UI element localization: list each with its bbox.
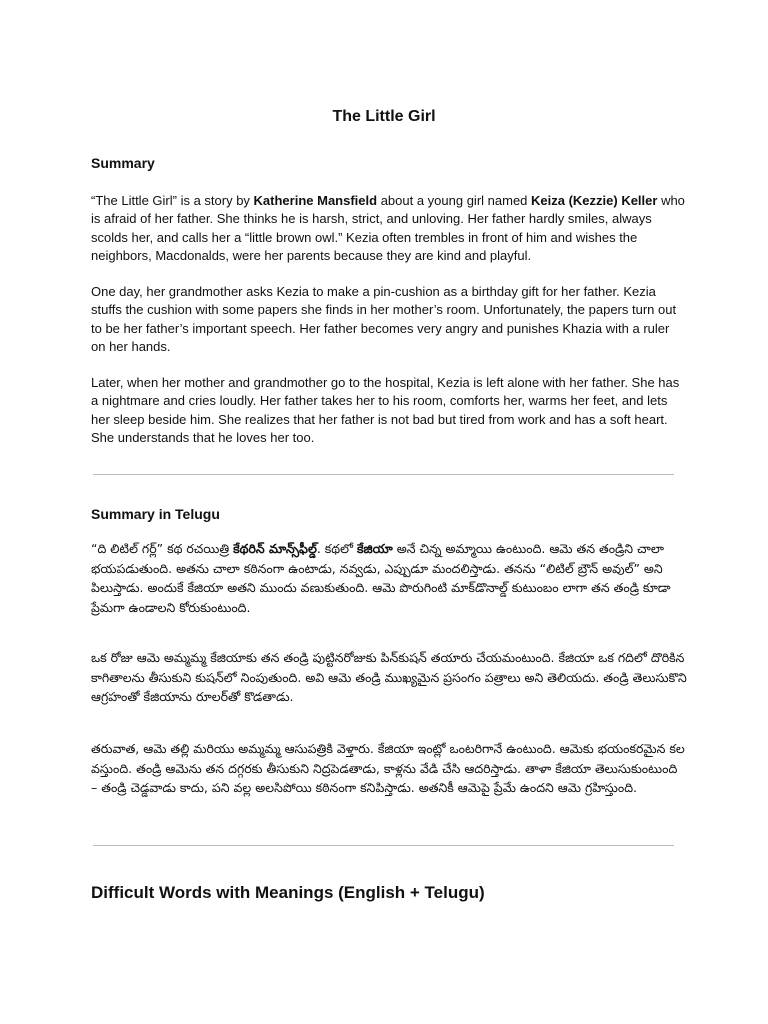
telugu-summary-paragraph-1 bbox=[91, 539, 687, 617]
telugu-summary-heading: Summary in Telugu bbox=[91, 506, 220, 522]
author-name: Katherine Mansfield bbox=[253, 193, 378, 208]
summary-p1-text-a: “The Little Girl” is a story by bbox=[91, 193, 254, 208]
summary-heading: Summary bbox=[91, 155, 155, 171]
section-divider-2 bbox=[93, 845, 674, 846]
summary-paragraph-3: Later, when her mother and grandmother go to the hospital, Kezia is left alone with her father. She has a nightmare and cries loudly. Her father takes her to his room, comforts her, warms her feet, and lets her sleep beside him. She realizes that her father is not bad but tired from work and has a soft heart. She understands that he loves her too. bbox=[91, 375, 680, 446]
summary-paragraph-1 bbox=[91, 192, 687, 266]
summary-p1-text-c: who is afraid of her father. She thinks he is harsh, strict, and unloving. Her father hardly smiles, always scolds her, and calls her a “little brown owl.” Kezia often trembles in front of him and wishes the neighbors, Macdonalds, were her parents because they are kind and playful. bbox=[91, 193, 685, 264]
section-divider-1 bbox=[93, 474, 674, 475]
document-title: The Little Girl bbox=[332, 108, 436, 125]
telugu-p1-text-b: . కథలో bbox=[316, 541, 357, 556]
telugu-author-name: కేథరిన్ మాన్స్‌ఫీల్డ్ bbox=[233, 541, 317, 556]
telugu-summary-paragraph-2: ఒక రోజు ఆమె అమ్మమ్మ కేజియాకు తన తండ్రి పుట్టినరోజుకు పిన్‌కుషన్ తయారు చేయమంటుంది. కేజియా ఒక గదిలో దొరికిన కాగితాలను తీసుకుని కుషన్‌లో నింపుతుంది. అవి ఆమె తండ్రి ముఖ్యమైన ప్రసంగం పత్రాలు అని తెలియదు. తండ్రి తెలుసుకొని ఆగ్రహంతో కేజియాను రూలర్‌తో కొడతాడు. bbox=[91, 650, 687, 704]
character-name: Keiza (Kezzie) Keller bbox=[531, 193, 658, 208]
telugu-p1-text-c: అనే చిన్న అమ్మాయి ఉంటుంది. ఆమె తన తండ్రిని చాలా భయపడుతుంది. అతను చాలా కఠినంగా ఉంటాడు, నవ్వడు, ఎప్పుడూ మందలిస్తాడు. తనను “లిటిల్ బ్రౌన్ అవుల్” అని పిలుస్తాడు. అందుకే కేజియా అతని ముందు వణుకుతుంది. ఆమె పొరుగింటి మాక్‌డొనాల్డ్ కుటుంబం లాగా తన తండ్రి కూడా ప్రేమగా ఉండాలని కోరుకుంటుంది. bbox=[91, 541, 671, 615]
telugu-p1-text-a: “ది లిటిల్ గర్ల్” కథ రచయిత్రి bbox=[91, 541, 234, 556]
summary-paragraph-2: One day, her grandmother asks Kezia to make a pin-cushion as a birthday gift for her father. Kezia stuffs the cushion with some papers she finds in her mother’s room. Unfortunately, the papers turn out to be her father’s important speech. Her father becomes very angry and punishes Khazia with a ruler on her hands. bbox=[91, 284, 677, 355]
summary-p1-text-b: about a young girl named bbox=[377, 193, 532, 208]
telugu-summary-paragraph-3: తరువాత, ఆమె తల్లి మరియు అమ్మమ్మ ఆసుపత్రికి వెళ్తారు. కేజియా ఇంట్లో ఒంటరిగానే ఉంటుంది. ఆమెకు భయంకరమైన కల వస్తుంది. తండ్రి ఆమెను తన దగ్గరకు తీసుకుని నిద్రపెడతాడు, కాళ్లను వేడి చేసి ఆదరిస్తాడు. తాళా కేజియా తెలుసుకుంటుంది – తండ్రి చెడ్డవాడు కాదు, పని వల్ల అలసిపోయి కఠినంగా కనిపిస్తాడు. అతనికీ ఆమెపై ప్రేమే ఉందని ఆమె గ్రహిస్తుంది. bbox=[91, 741, 685, 795]
telugu-character-name: కేజియా bbox=[356, 541, 393, 556]
difficult-words-heading: Difficult Words with Meanings (English + Telugu) bbox=[91, 883, 485, 902]
